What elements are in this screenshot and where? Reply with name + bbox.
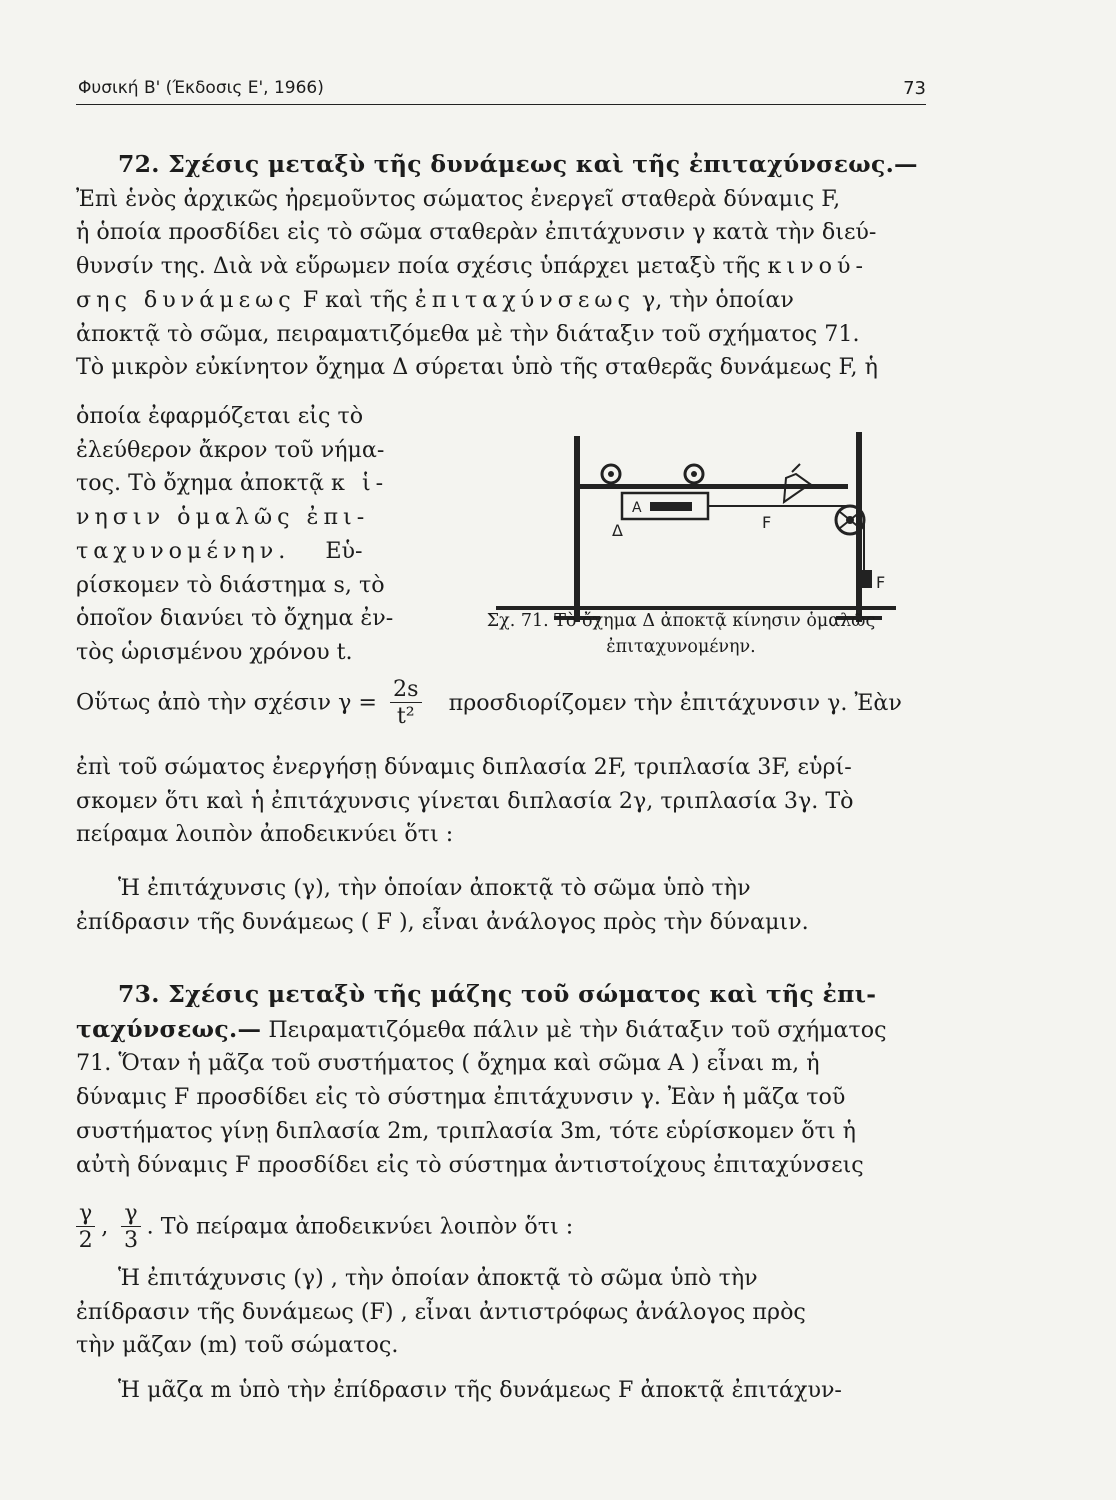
fraction-denominator: 3: [123, 1227, 139, 1253]
text-line: ἐπὶ τοῦ σώματος ἐνεργήσῃ δύναμις διπλασία 2F, τριπλασία 3F, εὑρί-: [76, 754, 852, 780]
section-72: [76, 148, 926, 385]
fraction-denominator: t²: [396, 703, 415, 729]
hanging-weight: [856, 570, 872, 588]
fraction-denominator: 2: [78, 1227, 93, 1253]
text-line: σκομεν ὅτι καὶ ἡ ἐπιτάχυνσις γίνεται διπλασία 2γ, τριπλασία 3γ. Τὸ: [76, 787, 854, 814]
wrapped-text-column: [76, 400, 406, 670]
spaced-term: κινού-: [767, 253, 868, 280]
spaced-term: ἐπιταχύνσεως: [414, 286, 635, 313]
text-line: πείραμα λοιπὸν ἀποδεικνύει ὅτι :: [76, 821, 454, 848]
text-line: ἀποκτᾷ τὸ σῶμα, πειραματιζόμεθα μὲ τὴν διάταξιν τοῦ σχήματος 71.: [76, 320, 860, 347]
left-post: [574, 436, 580, 622]
fraction-numerator: γ: [76, 1200, 95, 1227]
text-span: γ, τὴν ὁποίαν: [641, 286, 794, 313]
text-span: F καὶ τῆς: [302, 286, 408, 313]
text-line: Ἡ ἐπιτάχυνσις (γ), τὴν ὁποίαν ἀποκτᾷ τὸ σῶμα ὑπὸ τὴν: [118, 875, 751, 901]
text-line: Ἐπὶ ἑνὸς ἀρχικῶς ἠρεμοῦντος σώματος ἐνεργεῖ σταθερὰ δύναμις F,: [76, 185, 841, 212]
label-A: A: [632, 500, 642, 516]
text-line: συστήματος γίνῃ διπλασία 2m, τριπλασία 3m, τότε εὑρίσκομεν ὅτι ἡ: [76, 1117, 856, 1144]
text-span: . Τὸ πείραμα ἀποδεικνύει λοιπὸν ὅτι :: [146, 1213, 574, 1240]
section-73-heading-line: [76, 978, 926, 1013]
fraction-numerator: 2s: [390, 676, 422, 703]
text-line: [76, 284, 926, 318]
text-span: Πειραματιζόμεθα πάλιν μὲ τὴν διάταξιν τοῦ σχήματος: [268, 1016, 887, 1043]
text-line: ἐλεύθερον ἄκρον τοῦ νήμα-: [76, 436, 385, 463]
label-F-weight: F: [876, 573, 886, 592]
spaced-term: ταχυνομένην.: [76, 537, 291, 564]
text-line: ἐπίδρασιν τῆς δυνάμεως (F) , εἶναι ἀντιστρόφως ἀνάλογος πρὸς: [76, 1298, 806, 1325]
text-span: Οὕτως ἀπὸ τὴν σχέσιν γ =: [76, 689, 377, 716]
text-line: δύναμις F προσδίδει εἰς τὸ σύστημα ἐπιτάχυνσιν γ. Ἐὰν ἡ μᾶζα τοῦ: [76, 1084, 846, 1111]
text-line: [76, 467, 406, 501]
text-span: προσδιορίζομεν τὴν ἐπιτάχυνσιν γ. Ἐὰν: [448, 689, 902, 716]
text-line: ἐπίδρασιν τῆς δυνάμεως ( F ), εἶναι ἀνάλογος πρὸς τὴν δύναμιν.: [76, 908, 809, 935]
text-line: ὁποία ἐφαρμόζεται εἰς τὸ: [76, 403, 364, 429]
section-72-first-line: [76, 148, 926, 183]
text-line: ρίσκομεν τὸ διάστημα s, τὸ: [76, 571, 385, 598]
spaced-term: νησιν ὁμαλῶς ἐπι-: [76, 504, 370, 531]
label-delta: Δ: [612, 521, 623, 540]
paragraph-after-formula: [76, 751, 926, 852]
text-line: Ἡ ἐπιτάχυνσις (γ) , τὴν ὁποίαν ἀποκτᾷ τὸ σῶμα ὑπὸ τὴν: [118, 1265, 758, 1291]
text-line: τὸς ὡρισμένου χρόνου t.: [76, 638, 353, 665]
page-number: 73: [903, 78, 926, 99]
text-span: τος. Τὸ ὄχημα ἀποκτᾷ: [76, 470, 324, 497]
text-line: [76, 1013, 926, 1048]
closing-paragraph: [76, 1374, 926, 1408]
law-statement-1: [76, 872, 926, 939]
text-span: ,: [101, 1213, 109, 1240]
spaced-term: σης δυνάμεως: [76, 286, 296, 313]
fraction-gamma-over-2: [76, 1200, 95, 1253]
law-statement-2: [76, 1262, 926, 1363]
fractions-line: [76, 1200, 926, 1260]
section-73: [76, 978, 926, 1182]
section-73-heading-cont: ταχύνσεως.—: [76, 1014, 262, 1043]
text-span: Εὑ-: [325, 537, 363, 564]
section-72-heading: 72. Σχέσις μεταξὺ τῆς δυνάμεως καὶ τῆς ἐπιταχύνσεως.—: [118, 150, 918, 178]
figure-caption: [436, 608, 926, 660]
block-A: [650, 502, 692, 511]
formula-line: [76, 676, 926, 746]
label-F-string: F: [762, 513, 772, 532]
text-span: θυνσίν της. Διὰ νὰ εὕρωμεν ποία σχέσις ὑπάρχει μεταξὺ τῆς: [76, 253, 761, 280]
text-line: 71. Ὅταν ἡ μᾶζα τοῦ συστήματος ( ὄχημα καὶ σῶμα A ) εἶναι m, ἡ: [76, 1050, 820, 1077]
header-title: Φυσική Β' (Έκδοσις Ε', 1966): [78, 78, 324, 98]
running-header: [76, 74, 926, 105]
text-line: Ἡ μᾶζα m ὑπὸ τὴν ἐπίδρασιν τῆς δυνάμεως F ἀποκτᾷ ἐπιτάχυν-: [118, 1377, 842, 1403]
section-73-heading: 73. Σχέσις μεταξὺ τῆς μάζης τοῦ σώματος καὶ τῆς ἐπι-: [118, 980, 877, 1008]
fraction-numerator: γ: [121, 1200, 140, 1227]
caption-line: Σχ. 71. Τὸ ὄχημα Δ ἀποκτᾷ κίνησιν ὁμαλῶς: [486, 611, 876, 631]
text-line: [76, 250, 926, 284]
spaced-term: κ ἱ-: [331, 470, 389, 497]
text-line: [76, 535, 406, 569]
fraction-gamma-over-3: [121, 1200, 140, 1253]
text-line: Τὸ μικρὸν εὐκίνητον ὄχημα Δ σύρεται ὑπὸ τῆς σταθερᾶς δυνάμεως F, ἡ: [76, 354, 878, 381]
text-line: αὐτὴ δύναμις F προσδίδει εἰς τὸ σύστημα ἀντιστοίχους ἐπιταχύνσεις: [76, 1151, 864, 1178]
text-line: ἡ ὁποία προσδίδει εἰς τὸ σῶμα σταθερὰν ἐπιτάχυνσιν γ κατὰ τὴν διεύ-: [76, 219, 877, 246]
text-line: ὁποῖον διανύει τὸ ὄχημα ἐν-: [76, 605, 394, 632]
fraction-2s-over-t2: [390, 676, 422, 729]
text-line: τὴν μᾶζαν (m) τοῦ σώματος.: [76, 1332, 399, 1359]
caption-line: ἐπιταχυνομένην.: [606, 637, 756, 657]
